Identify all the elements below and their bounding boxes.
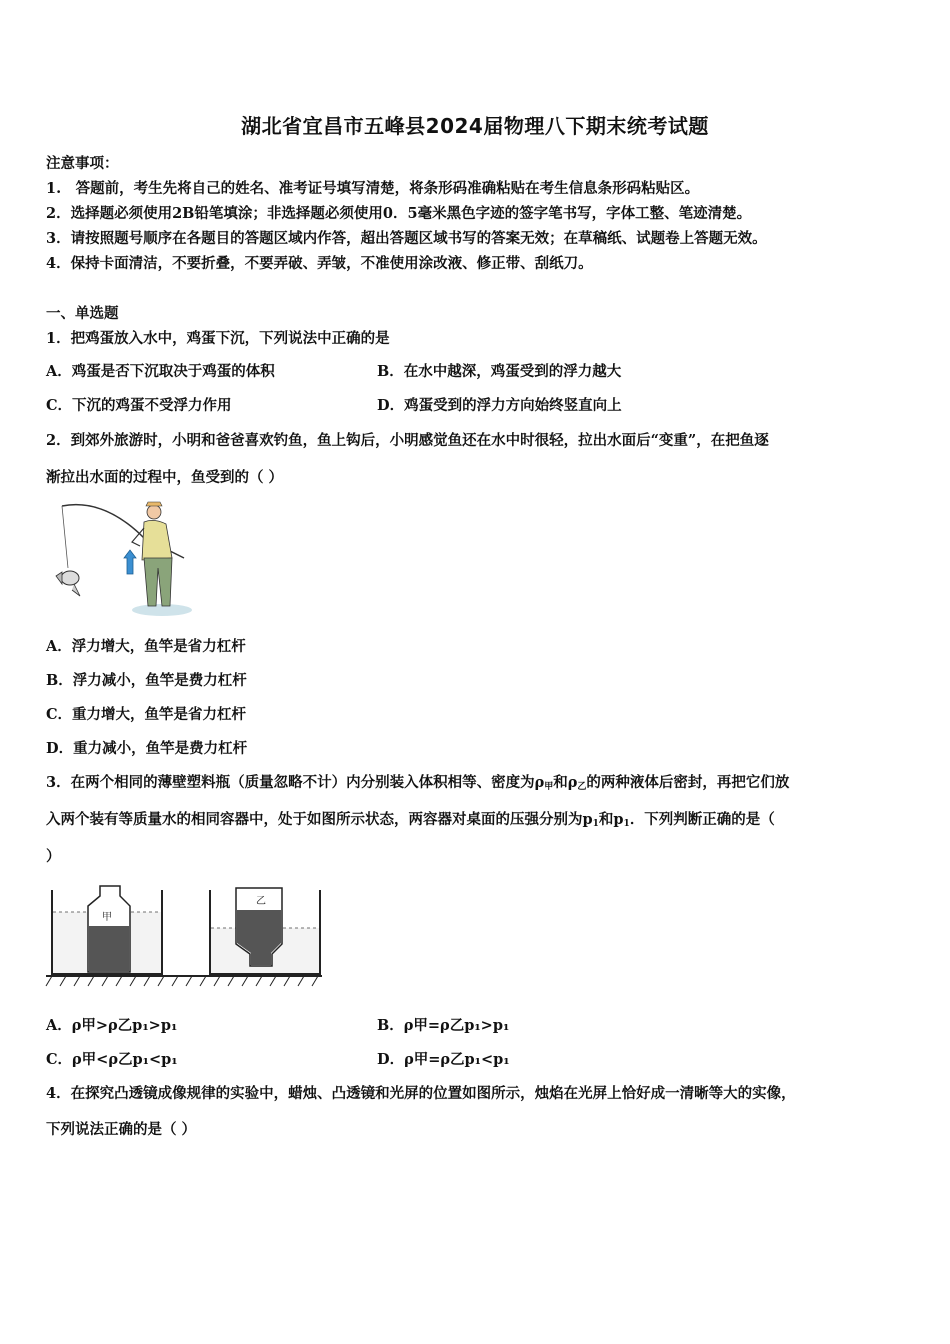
notice-item: 1. 答题前，考生先将自己的姓名、准考证号填写清楚，将条形码准确粘贴在考生信息条形码粘贴区。 (46, 180, 700, 197)
notice-item: 4．保持卡面清洁，不要折叠，不要弄破、弄皱，不准使用涂改液、修正带、刮纸刀。 (46, 255, 593, 272)
bottle-label-yi: 乙 (256, 896, 266, 907)
q1-option-d[interactable]: D．鸡蛋受到的浮力方向始终竖直向上 (377, 397, 622, 414)
fishing-illustration (44, 498, 192, 620)
notice-item: 3．请按照题号顺序在各题目的答题区域内作答，超出答题区域书写的答案无效；在草稿纸、试题卷上答题无效。 (46, 230, 767, 247)
q1-option-a[interactable]: A．鸡蛋是否下沉取决于鸡蛋的体积 (46, 363, 275, 380)
q1-option-b[interactable]: B．在水中越深，鸡蛋受到的浮力越大 (377, 363, 622, 380)
question-2-stem: 2．到郊外旅游时，小明和爸爸喜欢钓鱼，鱼上钩后，小明感觉鱼还在水中时很轻，拉出水面后“变重”，在把鱼逐 (46, 432, 769, 449)
q3-option-a[interactable]: A．ρ甲>ρ乙p₁>p₁ (46, 1017, 178, 1034)
page-title: 湖北省宜昌市五峰县2024届物理八下期末统考试题 (241, 114, 709, 138)
q2-option-a[interactable]: A．浮力增大，鱼竿是省力杠杆 (46, 638, 246, 655)
section-heading: 一、单选题 (46, 305, 119, 322)
q3-option-c[interactable]: C．ρ甲<ρ乙p₁<p₁ (46, 1051, 178, 1068)
q2-option-b[interactable]: B．浮力减小，鱼竿是费力杠杆 (46, 672, 247, 689)
question-3-stem: 3．在两个相同的薄壁塑料瓶（质量忽略不计）内分别装入体积相等、密度为$\rho_甲$和$\rho_乙$的两种液体后密封，再把它们放 (46, 774, 790, 792)
q3-option-d[interactable]: D．ρ甲=ρ乙p₁<p₁ (377, 1051, 510, 1068)
notice-item: 2．选择题必须使用2B铅笔填涂；非选择题必须使用0．5毫米黑色字迹的签字笔书写，字体工整、笔迹清楚。 (46, 205, 752, 222)
question-1-stem: 1．把鸡蛋放入水中，鸡蛋下沉，下列说法中正确的是 (46, 330, 390, 347)
q3-option-b[interactable]: B．ρ甲=ρ乙p₁>p₁ (377, 1017, 510, 1034)
question-4-stem: 4．在探究凸透镜成像规律的实验中，蜡烛、凸透镜和光屏的位置如图所示，烛焰在光屏上恰好成一清晰等大的实像， (46, 1085, 796, 1102)
bottle-label-jia: 甲 (102, 912, 112, 923)
notice-heading: 注意事项： (46, 155, 119, 172)
q2-option-d[interactable]: D．重力减小，鱼竿是费力杠杆 (46, 740, 248, 757)
question-4-stem-cont: 下列说法正确的是（ ） (46, 1121, 197, 1138)
question-3-stem-end: ） (46, 848, 61, 865)
q1-option-c[interactable]: C．下沉的鸡蛋不受浮力作用 (46, 397, 232, 414)
question-2-stem-cont: 渐拉出水面的过程中，鱼受到的（ ） (46, 469, 284, 486)
q2-option-c[interactable]: C．重力增大，鱼竿是省力杠杆 (46, 706, 247, 723)
question-3-stem-cont: 入两个装有等质量水的相同容器中，处于如图所示状态，两容器对桌面的压强分别为$p_1$和$p_1$．下列判断正确的是（ (46, 811, 775, 829)
bottles-in-water-figure (44, 880, 324, 992)
